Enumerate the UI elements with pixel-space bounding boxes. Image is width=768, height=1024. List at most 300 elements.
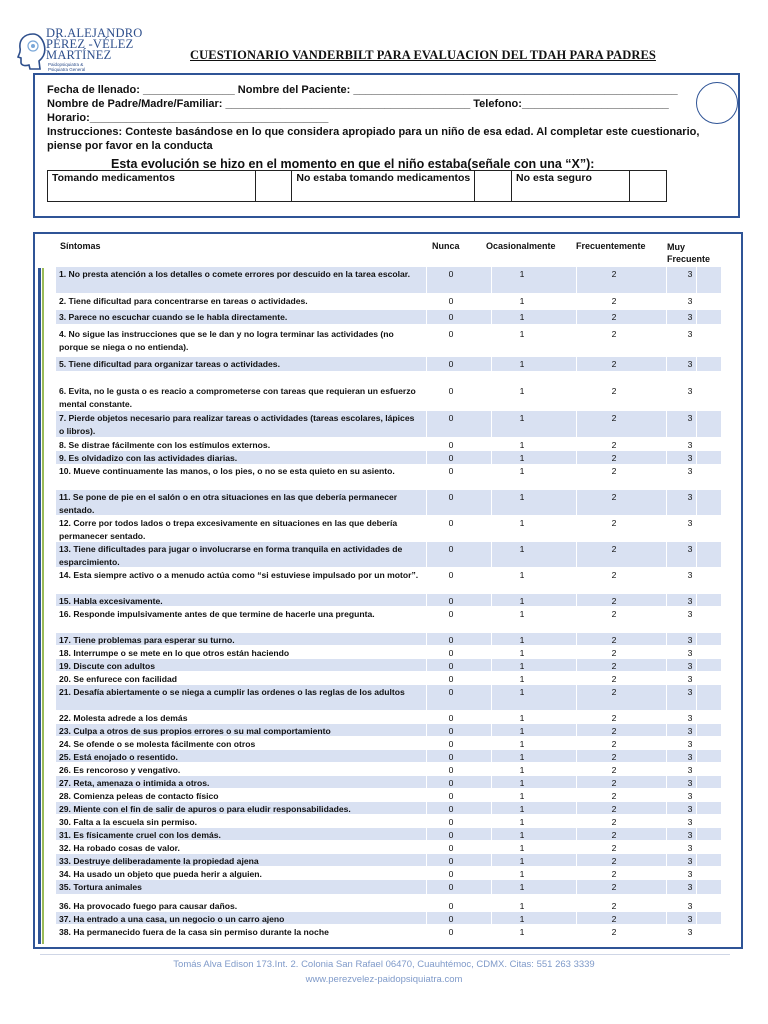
document-title: CUESTIONARIO VANDERBILT PARA EVALUACION DEL TDAH PARA PADRES: [190, 48, 656, 62]
rating-option[interactable]: 1: [519, 778, 525, 788]
row-divider: [666, 880, 667, 894]
rating-option[interactable]: 3: [687, 570, 693, 580]
rating-option[interactable]: 0: [448, 927, 454, 937]
rating-option[interactable]: 2: [611, 817, 617, 827]
instructions-line-2: piense por favor en la conducta: [47, 140, 213, 152]
footer-address: Tomás Alva Edison 173.Int. 2. Colonia San Rafael 06470, Cuauhtémoc, CDMX. Citas: 551 263 3339: [173, 959, 595, 970]
row-divider: [576, 724, 577, 736]
row-divider: [491, 357, 492, 371]
table-row: [56, 542, 721, 567]
rating-option[interactable]: 3: [687, 713, 693, 723]
table-row: [56, 711, 721, 723]
question-text: 20. Se enfurece con facilidad: [59, 674, 177, 684]
question-text: 8. Se distrae fácilmente con los estímulos externos.: [59, 440, 271, 450]
rating-option[interactable]: 1: [519, 765, 525, 775]
rating-option[interactable]: 0: [448, 817, 454, 827]
table-row: [56, 633, 721, 645]
option-not-on-medication: No estaba tomando medicamentos: [292, 171, 475, 202]
row-divider: [491, 802, 492, 814]
rating-option[interactable]: 3: [687, 726, 693, 736]
rating-option[interactable]: 2: [611, 312, 617, 322]
rating-option[interactable]: 1: [519, 312, 525, 322]
question-text: 37. Ha entrado a una casa, un negocio o un carro ajeno: [59, 914, 285, 924]
rating-option[interactable]: 1: [519, 843, 525, 853]
rating-option[interactable]: 0: [448, 901, 454, 911]
question-text: 21. Desafía abiertamente o se niega a cumplir las ordenes o las reglas de los adultos: [59, 687, 405, 697]
row-divider: [426, 451, 427, 464]
rating-option[interactable]: 1: [519, 329, 525, 339]
option-not-sure: No esta seguro: [512, 171, 630, 202]
rating-option[interactable]: 1: [519, 296, 525, 306]
rating-option[interactable]: 2: [611, 596, 617, 606]
question-text: 1. No presta atención a los detalles o comete errores por descuido en la tarea escolar.: [59, 269, 411, 279]
row-divider: [426, 912, 427, 924]
rating-option[interactable]: 2: [611, 492, 617, 502]
rating-option[interactable]: 1: [519, 570, 525, 580]
rating-option[interactable]: 0: [448, 869, 454, 879]
rating-option[interactable]: 3: [687, 869, 693, 879]
row-divider: [576, 411, 577, 437]
table-row: [56, 646, 721, 658]
rating-option[interactable]: 0: [448, 843, 454, 853]
rating-option[interactable]: 0: [448, 596, 454, 606]
row-divider: [576, 854, 577, 866]
question-text: 24. Se ofende o se molesta fácilmente con otros: [59, 739, 256, 749]
rating-option[interactable]: 1: [519, 440, 525, 450]
rating-option[interactable]: 1: [519, 386, 525, 396]
rating-option[interactable]: 0: [448, 492, 454, 502]
rating-option[interactable]: 0: [448, 713, 454, 723]
rating-option[interactable]: 0: [448, 518, 454, 528]
rating-option[interactable]: 2: [611, 687, 617, 697]
rating-option[interactable]: 1: [519, 914, 525, 924]
rating-option[interactable]: 2: [611, 329, 617, 339]
rating-option[interactable]: 2: [611, 648, 617, 658]
question-text: 17. Tiene problemas para esperar su turno.: [59, 635, 235, 645]
table-row: [56, 789, 721, 801]
row-divider: [426, 802, 427, 814]
question-text: 7. Pierde objetos necesario para realizar tareas o actividades (tareas escolares, lápices o libros).: [59, 413, 415, 436]
row-divider: [576, 490, 577, 515]
rating-option[interactable]: 1: [519, 830, 525, 840]
decorative-bar: [38, 268, 41, 944]
rating-option[interactable]: 3: [687, 765, 693, 775]
row-divider: [666, 542, 667, 567]
rating-option[interactable]: 0: [448, 609, 454, 619]
row-divider: [491, 685, 492, 710]
row-divider: [426, 411, 427, 437]
rating-option[interactable]: 1: [519, 856, 525, 866]
rating-option[interactable]: 1: [519, 927, 525, 937]
rating-option[interactable]: 0: [448, 269, 454, 279]
question-text: 28. Comienza peleas de contacto físico: [59, 791, 219, 801]
rating-option[interactable]: 1: [519, 713, 525, 723]
row-divider: [491, 880, 492, 894]
table-row: [56, 867, 721, 879]
rating-option[interactable]: 0: [448, 882, 454, 892]
question-text: 33. Destruye deliberadamente la propiedad ajena: [59, 856, 259, 866]
rating-option[interactable]: 2: [611, 778, 617, 788]
rating-option[interactable]: 0: [448, 765, 454, 775]
table-row: [56, 763, 721, 775]
rating-option[interactable]: 1: [519, 726, 525, 736]
table-row: [56, 294, 721, 307]
row-divider: [426, 880, 427, 894]
option-not-on-medication-checkbox[interactable]: [475, 171, 512, 202]
table-row: [56, 516, 721, 541]
row-divider: [426, 685, 427, 710]
rating-option[interactable]: 3: [687, 752, 693, 762]
question-text: 4. No sigue las instrucciones que se le dan y no logra terminar las actividades (no porque se niega o no entienda).: [59, 329, 394, 352]
row-divider: [426, 854, 427, 866]
question-text: 2. Tiene dificultad para concentrarse en tareas o actividades.: [59, 296, 308, 306]
row-divider: [426, 357, 427, 371]
row-divider: [491, 912, 492, 924]
row-divider: [666, 411, 667, 437]
rating-option[interactable]: 2: [611, 359, 617, 369]
row-divider: [576, 802, 577, 814]
rating-option[interactable]: 1: [519, 635, 525, 645]
table-row: [56, 912, 721, 924]
row-divider: [491, 542, 492, 567]
question-text: 16. Responde impulsivamente antes de que termine de hacerle una pregunta.: [59, 609, 375, 619]
rating-option[interactable]: 3: [687, 269, 693, 279]
row-divider: [491, 451, 492, 464]
rating-option[interactable]: 0: [448, 661, 454, 671]
rating-option[interactable]: 2: [611, 466, 617, 476]
rating-option[interactable]: 2: [611, 609, 617, 619]
row-divider: [576, 594, 577, 606]
rating-option[interactable]: 3: [687, 901, 693, 911]
question-text: 12. Corre por todos lados o trepa excesivamente en situaciones en las que debería permanecer sentado.: [59, 518, 398, 541]
question-text: 36. Ha provocado fuego para causar daños.: [59, 901, 238, 911]
question-text: 15. Habla excesivamente.: [59, 596, 163, 606]
rating-option[interactable]: 2: [611, 752, 617, 762]
rating-option[interactable]: 2: [611, 830, 617, 840]
row-divider: [426, 490, 427, 515]
rating-option[interactable]: 0: [448, 440, 454, 450]
row-divider: [576, 912, 577, 924]
row-divider: [666, 357, 667, 371]
rating-option[interactable]: 2: [611, 726, 617, 736]
rating-option[interactable]: 3: [687, 927, 693, 937]
col-header-never: Nunca: [432, 241, 460, 251]
rating-option[interactable]: 2: [611, 386, 617, 396]
rating-option[interactable]: 1: [519, 609, 525, 619]
row-divider: [491, 310, 492, 324]
rating-option[interactable]: 3: [687, 661, 693, 671]
rating-option[interactable]: 3: [687, 413, 693, 423]
rating-option[interactable]: 0: [448, 739, 454, 749]
question-text: 11. Se pone de pie en el salón o en otra situaciones en las que debería permanecer sentado.: [59, 492, 398, 515]
row-divider: [666, 912, 667, 924]
question-text: 23. Culpa a otros de sus propios errores o su mal comportamiento: [59, 726, 331, 736]
row-divider: [576, 451, 577, 464]
rating-option[interactable]: 0: [448, 453, 454, 463]
table-row: [56, 925, 721, 937]
question-text: 13. Tiene dificultades para jugar o involucrarse en forma tranquila en actividades de esparcimiento.: [59, 544, 403, 567]
table-row: [56, 411, 721, 437]
col-header-frequently: Frecuentemente: [576, 241, 646, 251]
rating-option[interactable]: 1: [519, 544, 525, 554]
table-row: [56, 357, 721, 371]
rating-option[interactable]: 1: [519, 791, 525, 801]
question-text: 34. Ha usado un objeto que pueda herir a alguien.: [59, 869, 262, 879]
decorative-bar-accent: [42, 268, 44, 944]
table-row: [56, 685, 721, 710]
table-row: [56, 724, 721, 736]
rating-option[interactable]: 2: [611, 544, 617, 554]
row-divider: [666, 724, 667, 736]
row-divider: [576, 828, 577, 840]
row-divider: [426, 750, 427, 762]
rating-option[interactable]: 1: [519, 453, 525, 463]
table-row: [56, 750, 721, 762]
rating-option[interactable]: 3: [687, 804, 693, 814]
rating-option[interactable]: 2: [611, 856, 617, 866]
rating-option[interactable]: 0: [448, 726, 454, 736]
row-divider: [576, 750, 577, 762]
rating-option[interactable]: 1: [519, 413, 525, 423]
rating-option[interactable]: 3: [687, 856, 693, 866]
row-divider: [666, 854, 667, 866]
option-on-medication-checkbox[interactable]: [255, 171, 292, 202]
row-divider: [576, 357, 577, 371]
col-header-symptoms: Síntomas: [60, 241, 101, 251]
rating-option[interactable]: 2: [611, 843, 617, 853]
rating-option[interactable]: 3: [687, 817, 693, 827]
rating-option[interactable]: 2: [611, 882, 617, 892]
row-divider: [576, 267, 577, 293]
question-text: 27. Reta, amenaza o intimida a otros.: [59, 778, 210, 788]
rating-option[interactable]: 1: [519, 674, 525, 684]
row-divider: [666, 802, 667, 814]
row-divider: [666, 310, 667, 324]
rating-option[interactable]: 0: [448, 570, 454, 580]
row-divider: [426, 659, 427, 671]
table-row: [56, 327, 721, 355]
rating-option[interactable]: 0: [448, 687, 454, 697]
row-divider: [666, 490, 667, 515]
question-text: 22. Molesta adrede a los demás: [59, 713, 188, 723]
rating-option[interactable]: 0: [448, 466, 454, 476]
table-row: [56, 828, 721, 840]
table-row: [56, 384, 721, 410]
rating-option[interactable]: 3: [687, 843, 693, 853]
rating-option[interactable]: 0: [448, 329, 454, 339]
rating-option[interactable]: 3: [687, 466, 693, 476]
rating-option[interactable]: 1: [519, 752, 525, 762]
rating-option[interactable]: 1: [519, 817, 525, 827]
table-row: [56, 490, 721, 515]
question-text: 31. Es físicamente cruel con los demás.: [59, 830, 221, 840]
rating-option[interactable]: 0: [448, 648, 454, 658]
rating-option[interactable]: 2: [611, 635, 617, 645]
rating-option[interactable]: 3: [687, 778, 693, 788]
rating-option[interactable]: 1: [519, 466, 525, 476]
row-divider: [666, 776, 667, 788]
rating-option[interactable]: 3: [687, 296, 693, 306]
rating-option[interactable]: 0: [448, 386, 454, 396]
rating-option[interactable]: 2: [611, 296, 617, 306]
rating-option[interactable]: 1: [519, 661, 525, 671]
col-header-very-frequent: Muy Frecuente: [667, 242, 711, 264]
rating-option[interactable]: 2: [611, 413, 617, 423]
patient-info-box: [33, 73, 740, 218]
question-text: 9. Es olvidadizo con las actividades diarias.: [59, 453, 238, 463]
row-divider: [576, 310, 577, 324]
logo-sub-1: Paidopsiquiatra &: [48, 62, 84, 67]
rating-option[interactable]: 3: [687, 674, 693, 684]
rating-option[interactable]: 2: [611, 804, 617, 814]
rating-option[interactable]: 3: [687, 914, 693, 924]
rating-option[interactable]: 2: [611, 518, 617, 528]
row-divider: [426, 633, 427, 645]
rating-option[interactable]: 0: [448, 830, 454, 840]
rating-option[interactable]: 3: [687, 492, 693, 502]
rating-option[interactable]: 3: [687, 882, 693, 892]
rating-option[interactable]: 2: [611, 914, 617, 924]
question-text: 18. Interrumpe o se mete en lo que otros están haciendo: [59, 648, 290, 658]
parent-and-phone-line[interactable]: Nombre de Padre/Madre/Familiar: ________________________________________ Telefono:________________________: [47, 98, 669, 110]
rating-option[interactable]: 3: [687, 329, 693, 339]
row-divider: [426, 594, 427, 606]
table-row: [56, 267, 721, 293]
rating-option[interactable]: 2: [611, 927, 617, 937]
rating-option[interactable]: 2: [611, 440, 617, 450]
row-divider: [426, 724, 427, 736]
rating-option[interactable]: 2: [611, 901, 617, 911]
rating-option[interactable]: 2: [611, 765, 617, 775]
table-row: [56, 880, 721, 894]
rating-option[interactable]: 3: [687, 791, 693, 801]
rating-option[interactable]: 0: [448, 778, 454, 788]
row-divider: [491, 267, 492, 293]
question-text: 6. Evita, no le gusta o es reacio a comprometerse con tareas que requieran un esfuerzo mental constante.: [59, 386, 416, 409]
question-text: 38. Ha permanecido fuera de la casa sin permiso durante la noche: [59, 927, 329, 937]
table-row: [56, 451, 721, 464]
rating-option[interactable]: 3: [687, 518, 693, 528]
table-row: [56, 672, 721, 684]
rating-option[interactable]: 3: [687, 359, 693, 369]
rating-option[interactable]: 0: [448, 791, 454, 801]
logo-sub-2: Psiquiatra General: [48, 67, 86, 72]
schedule-line[interactable]: Horario:_______________________________________: [47, 112, 329, 124]
fill-date-and-patient-line[interactable]: Fecha de llenado: _______________ Nombre del Paciente: _____________________________________________________: [47, 84, 678, 96]
logo-line-1: DR.ALEJANDRO: [46, 26, 143, 40]
rating-option[interactable]: 0: [448, 752, 454, 762]
question-text: 3. Parece no escuchar cuando se le habla directamente.: [59, 312, 288, 322]
rating-option[interactable]: 1: [519, 687, 525, 697]
rating-option[interactable]: 0: [448, 296, 454, 306]
rating-option[interactable]: 2: [611, 661, 617, 671]
rating-option[interactable]: 1: [519, 804, 525, 814]
rating-option[interactable]: 3: [687, 453, 693, 463]
rating-option[interactable]: 2: [611, 453, 617, 463]
rating-option[interactable]: 1: [519, 882, 525, 892]
rating-option[interactable]: 1: [519, 869, 525, 879]
rating-option[interactable]: 0: [448, 914, 454, 924]
row-divider: [666, 633, 667, 645]
table-row: [56, 802, 721, 814]
head-profile-icon: [16, 30, 46, 70]
rating-option[interactable]: 2: [611, 269, 617, 279]
row-divider: [491, 490, 492, 515]
rating-option[interactable]: 1: [519, 739, 525, 749]
question-text: 14. Esta siempre activo o a menudo actúa como “si estuviese impulsado por un motor”.: [59, 570, 419, 580]
rating-option[interactable]: 1: [519, 518, 525, 528]
row-divider: [491, 750, 492, 762]
row-divider: [426, 828, 427, 840]
rating-option[interactable]: 2: [611, 713, 617, 723]
row-divider: [426, 310, 427, 324]
question-text: 30. Falta a la escuela sin permiso.: [59, 817, 198, 827]
option-not-sure-checkbox[interactable]: [630, 171, 667, 202]
row-divider: [666, 451, 667, 464]
rating-option[interactable]: 0: [448, 635, 454, 645]
rating-option[interactable]: 3: [687, 739, 693, 749]
row-divider: [426, 542, 427, 567]
rating-option[interactable]: 1: [519, 359, 525, 369]
question-text: 32. Ha robado cosas de valor.: [59, 843, 180, 853]
rating-option[interactable]: 0: [448, 359, 454, 369]
rating-option[interactable]: 0: [448, 544, 454, 554]
row-divider: [491, 411, 492, 437]
instructions-line-1: Instrucciones: Conteste basándose en lo que considera apropiado para un niño de esa edad. Al completar este cuestionario,: [47, 126, 700, 138]
rating-option[interactable]: 1: [519, 269, 525, 279]
rating-option[interactable]: 1: [519, 901, 525, 911]
row-divider: [426, 267, 427, 293]
logo-line-3: MARTÍNEZ: [46, 48, 112, 62]
rating-option[interactable]: 3: [687, 544, 693, 554]
table-row: [56, 815, 721, 827]
rating-option[interactable]: 2: [611, 674, 617, 684]
rating-option[interactable]: 1: [519, 648, 525, 658]
question-text: 35. Tortura animales: [59, 882, 142, 892]
rating-option[interactable]: 3: [687, 648, 693, 658]
rating-option[interactable]: 0: [448, 856, 454, 866]
table-row: [56, 607, 721, 632]
footer-website[interactable]: www.perezvelez-paidopsiquiatra.com: [305, 974, 463, 985]
rating-option[interactable]: 2: [611, 869, 617, 879]
rating-option[interactable]: 2: [611, 791, 617, 801]
question-text: 19. Discute con adultos: [59, 661, 155, 671]
rating-option[interactable]: 0: [448, 413, 454, 423]
rating-option[interactable]: 0: [448, 312, 454, 322]
rating-option[interactable]: 3: [687, 687, 693, 697]
rating-option[interactable]: 3: [687, 609, 693, 619]
rating-option[interactable]: 1: [519, 596, 525, 606]
table-row: [56, 438, 721, 450]
rating-option[interactable]: 3: [687, 386, 693, 396]
row-divider: [491, 776, 492, 788]
rating-option[interactable]: 2: [611, 739, 617, 749]
table-row: [56, 659, 721, 671]
rating-option[interactable]: 2: [611, 570, 617, 580]
rating-option[interactable]: 3: [687, 596, 693, 606]
rating-option[interactable]: 1: [519, 492, 525, 502]
table-row: [56, 841, 721, 853]
table-row: [56, 854, 721, 866]
rating-option[interactable]: 3: [687, 635, 693, 645]
rating-option[interactable]: 0: [448, 674, 454, 684]
evaluation-prompt: Esta evolución se hizo en el momento en que el niño estaba(señale con una “X”):: [111, 157, 595, 171]
rating-option[interactable]: 0: [448, 804, 454, 814]
rating-option[interactable]: 3: [687, 830, 693, 840]
rating-option[interactable]: 3: [687, 440, 693, 450]
row-divider: [576, 542, 577, 567]
rating-option[interactable]: 3: [687, 312, 693, 322]
